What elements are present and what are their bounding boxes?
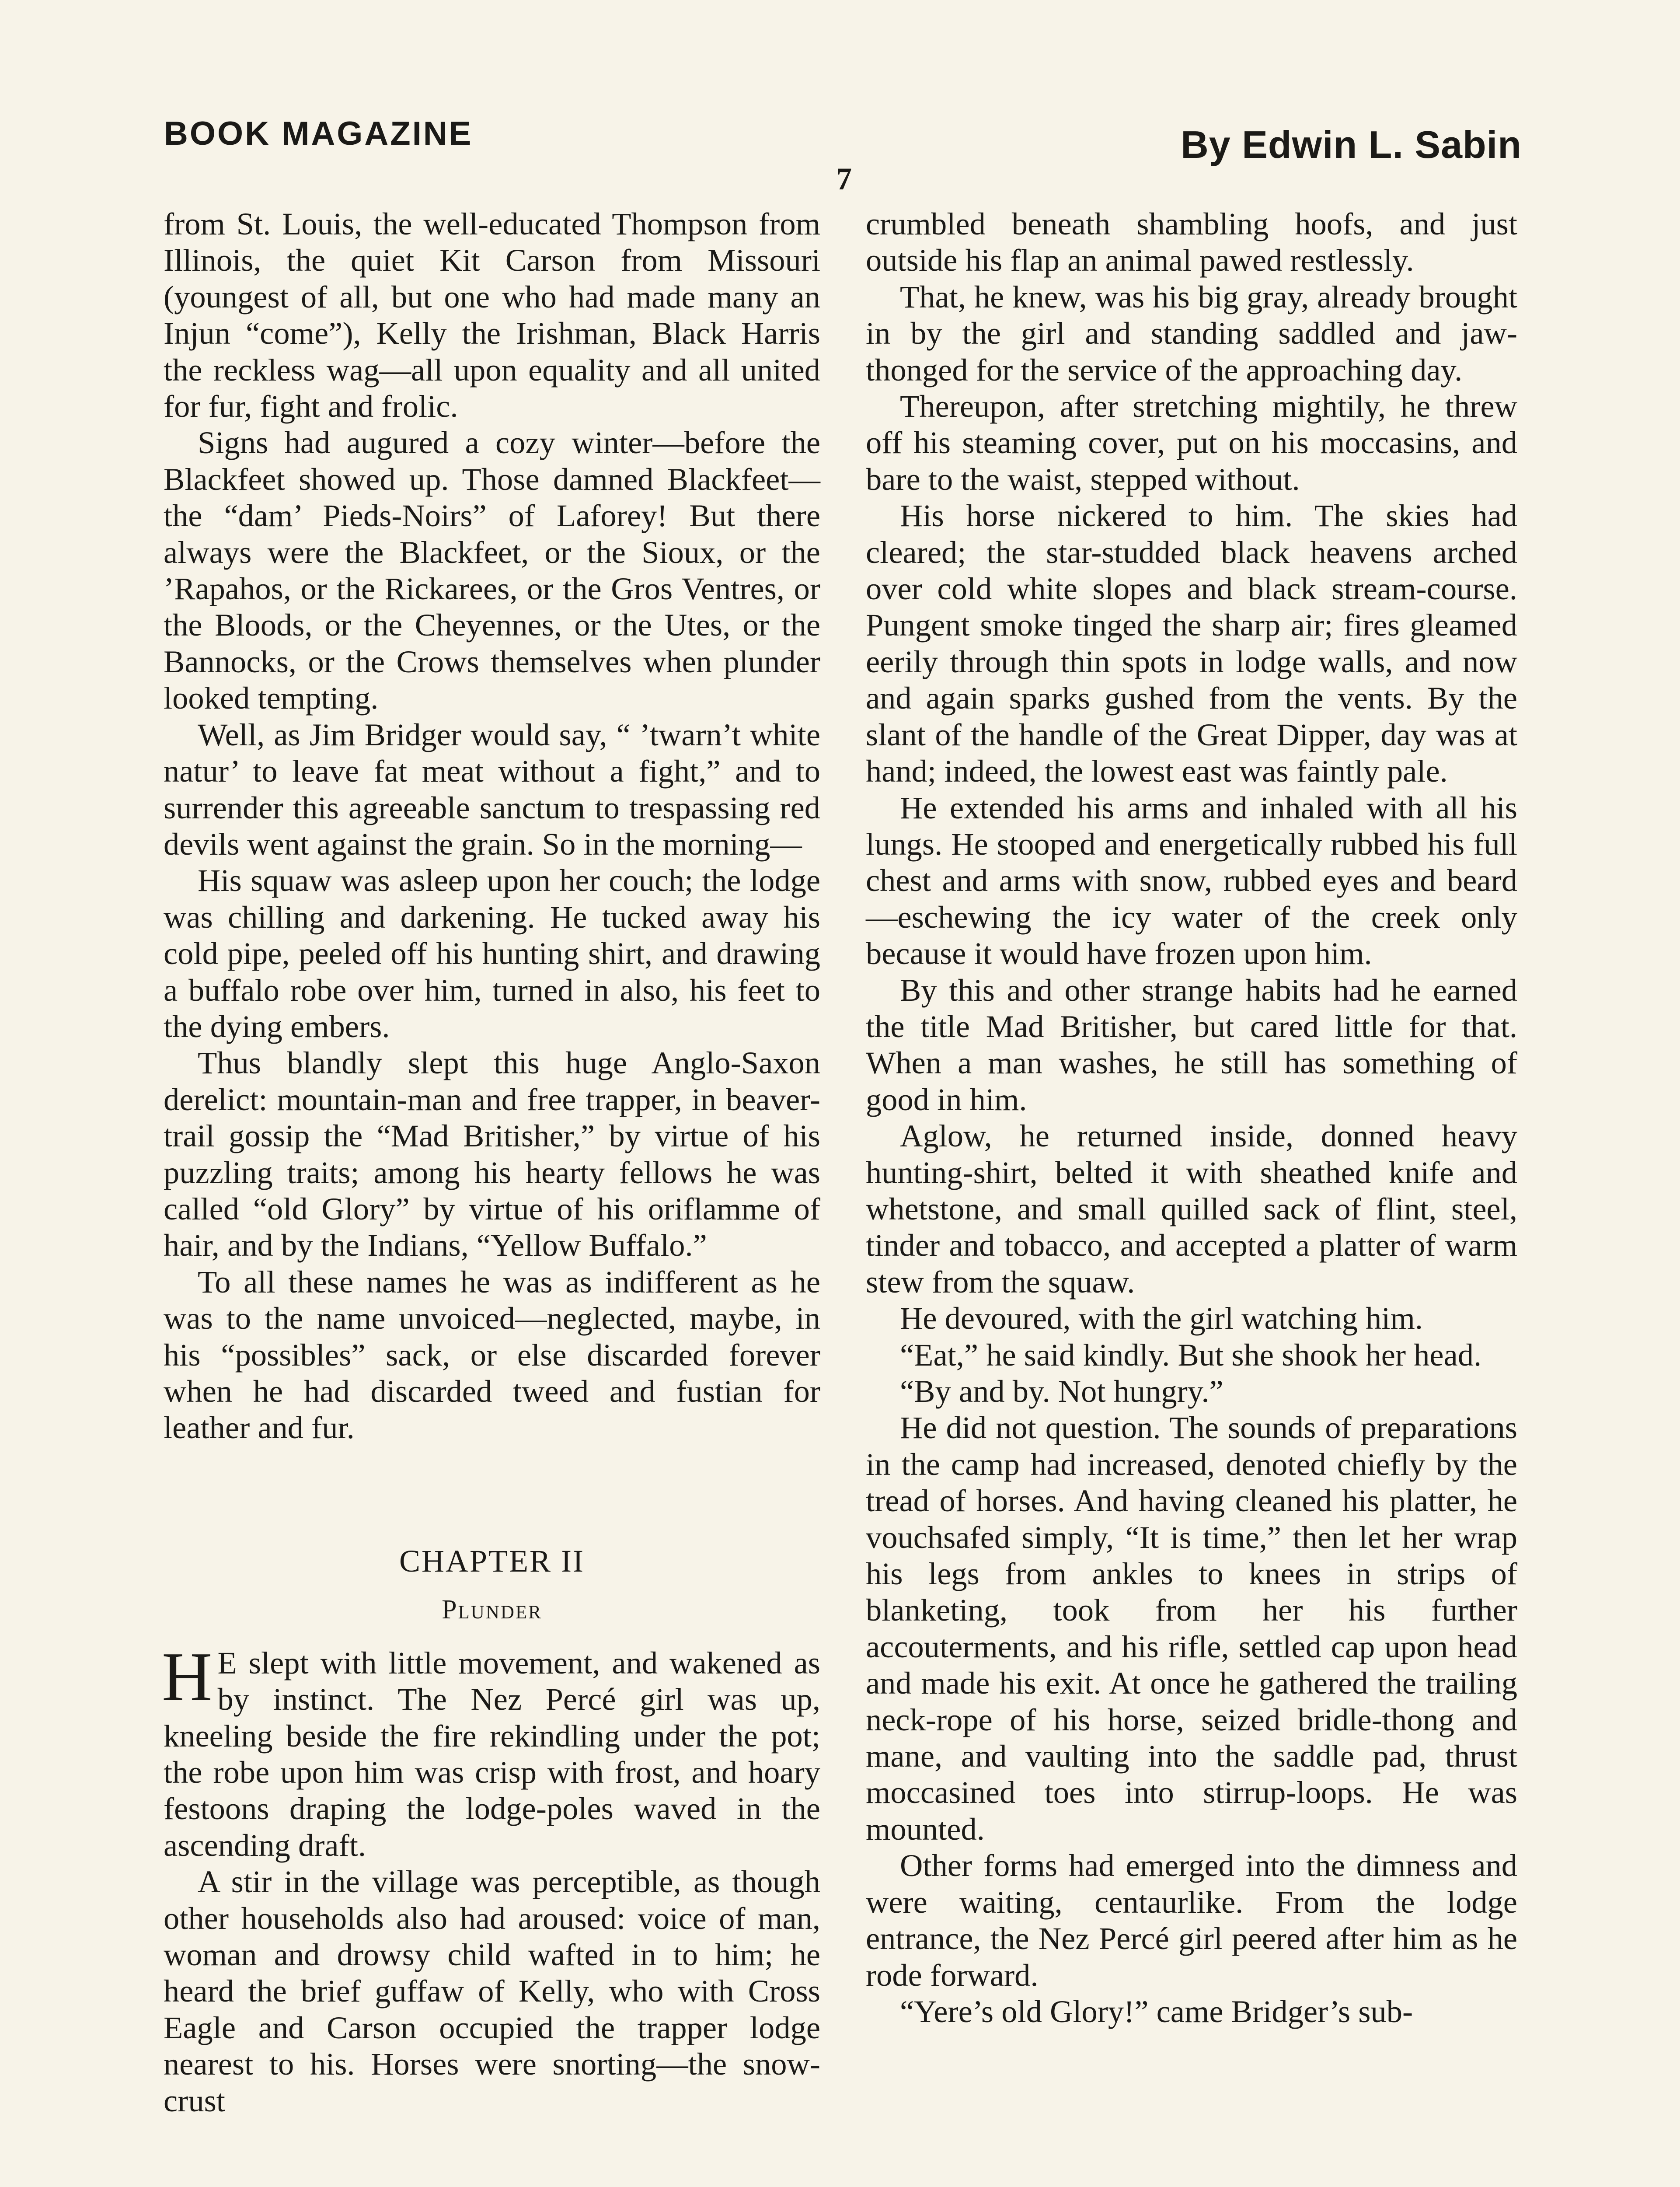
paragraph: His squaw was asleep upon her couch; the lodge was chilling and darkening. He tucked away his cold pipe, peeled off his hunting shirt, and drawing a buffalo robe over him, turned in also, his feet to the dying embers. <box>164 863 820 1044</box>
paragraph: Aglow, he returned inside, donned heavy hunting-shirt, belted it with sheathed knife and whetstone, and small quilled sack of flint, steel, tinder and tobacco, and accepted a platter of warm stew from the squaw. <box>866 1118 1517 1300</box>
paragraph: Thus blandly slept this huge Anglo-Saxon derelict: mountain-man and free trapper, in beaver-trail gossip the “Mad Britisher,” by virtue of his puzzling traits; among his hearty fellows he was called “old Glory” by virtue of his oriflamme of hair, and by the Indians, “Yellow Buffalo.” <box>164 1045 820 1263</box>
page-number: 7 <box>836 161 852 196</box>
paragraph: Well, as Jim Bridger would say, “ ’twarn’t white natur’ to leave fat meat without a fight,” and to surrender this agreeable sanctum to trespassing red devils went against the grain. So in the morning— <box>164 716 820 862</box>
chapter-opening-paragraph <box>162 1637 820 1863</box>
chapter-subtitle: Plunder <box>442 1594 542 1625</box>
paragraph: Thereupon, after stretching mightily, he threw off his steaming cover, put on his moccasins, and bare to the waist, stepped without. <box>866 388 1517 497</box>
left-column <box>164 206 820 2119</box>
paragraph: His horse nickered to him. The skies had cleared; the star-studded black heavens arched over cold white slopes and black stream-course. Pungent smoke tinged the sharp air; fires gleamed eerily through thin spots in lodge walls, and now and again sparks gushed from the vents. By the slant of the handle of the Great Dipper, day was at hand; indeed, the lowest east was faintly pale. <box>866 498 1517 789</box>
paragraph: He devoured, with the girl watching him. <box>900 1300 1423 1336</box>
paragraph: He extended his arms and inhaled with all his lungs. He stooped and energetically rubbed his full chest and arms with snow, rubbed eyes and beard—eschewing the icy water of the creek only because it would have frozen upon him. <box>866 790 1517 971</box>
chapter-heading: CHAPTER II <box>399 1543 585 1579</box>
paragraph: “By and by. Not hungry.” <box>900 1373 1223 1409</box>
magazine-title: BOOK MAGAZINE <box>164 115 473 152</box>
paragraph: Signs had augured a cozy winter—before the Blackfeet showed up. Those damned Blackfeet—the “dam’ Pieds-Noirs” of Laforey! But there always were the Blackfeet, or the Sioux, or the ’Rapahos, or the Rickarees, or the Gros Ventres, or the Bloods, or the Cheyennes, or the Utes, or the Bannocks, or the Crows themselves when plunder looked tempting. <box>164 425 820 716</box>
paragraph: To all these names he was as indifferent as he was to the name unvoiced—neglected, maybe, in his “possibles” sack, or else discarded forever when he had discarded tweed and fustian for leather and fur. <box>164 1264 820 1446</box>
paragraph: By this and other strange habits had he earned the title Mad Britisher, but cared little for that. When a man washes, he still has something of good in him. <box>866 972 1517 1117</box>
paragraph: “Yere’s old Glory!” came Bridger’s sub- <box>900 1993 1413 2029</box>
paragraph: He did not question. The sounds of preparations in the camp had increased, denoted chiefly by the tread of horses. And having cleaned his platter, he vouchsafed simply, “It is time,” then let her wrap his legs from ankles to knees in strips of blanketing, took from her his further accouterments, and his rifle, settled cap upon head and made his exit. At once he gathered the trailing neck-rope of his horse, seized bridle-thong and mane, and vaulting into the saddle pad, thrust moccasined toes into stirrup-loops. He was mounted. <box>866 1410 1517 1847</box>
right-column <box>866 206 1517 2030</box>
paragraph: That, he knew, was his big gray, already brought in by the girl and standing saddled and jaw-thonged for the service of the approaching day. <box>866 279 1517 388</box>
paragraph: crumbled beneath shambling hoofs, and just outside his flap an animal pawed restlessly. <box>866 206 1517 278</box>
author-byline: By Edwin L. Sabin <box>1181 123 1522 166</box>
paragraph-text: E slept with little movement, and wakened as by instinct. The Nez Percé girl was up, kneeling beside the fire rekindling under the pot; the robe upon him was crisp with frost, and hoary festoons draping the lodge-poles waved in the ascending draft. <box>164 1645 820 1863</box>
drop-cap: H <box>162 1637 213 1715</box>
paragraph: “Eat,” he said kindly. But she shook her head. <box>900 1337 1482 1373</box>
paragraph: A stir in the village was perceptible, as though other households also had aroused: voice of man, woman and drowsy child wafted in to him; he heard the brief guffaw of Kelly, who with Cross Eagle and Carson occupied the trapper lodge nearest to his. Horses were snorting—the snow-crust <box>164 1864 820 2118</box>
paragraph: from St. Louis, the well-educated Thompson from Illinois, the quiet Kit Carson from Missouri (youngest of all, but one who had made many an Injun “come”), Kelly the Irishman, Black Harris the reckless wag—all upon equality and all united for fur, fight and frolic. <box>164 206 820 424</box>
paragraph: Other forms had emerged into the dimness and were waiting, centaurlike. From the lodge entrance, the Nez Percé girl peered after him as he rode forward. <box>866 1848 1517 1993</box>
